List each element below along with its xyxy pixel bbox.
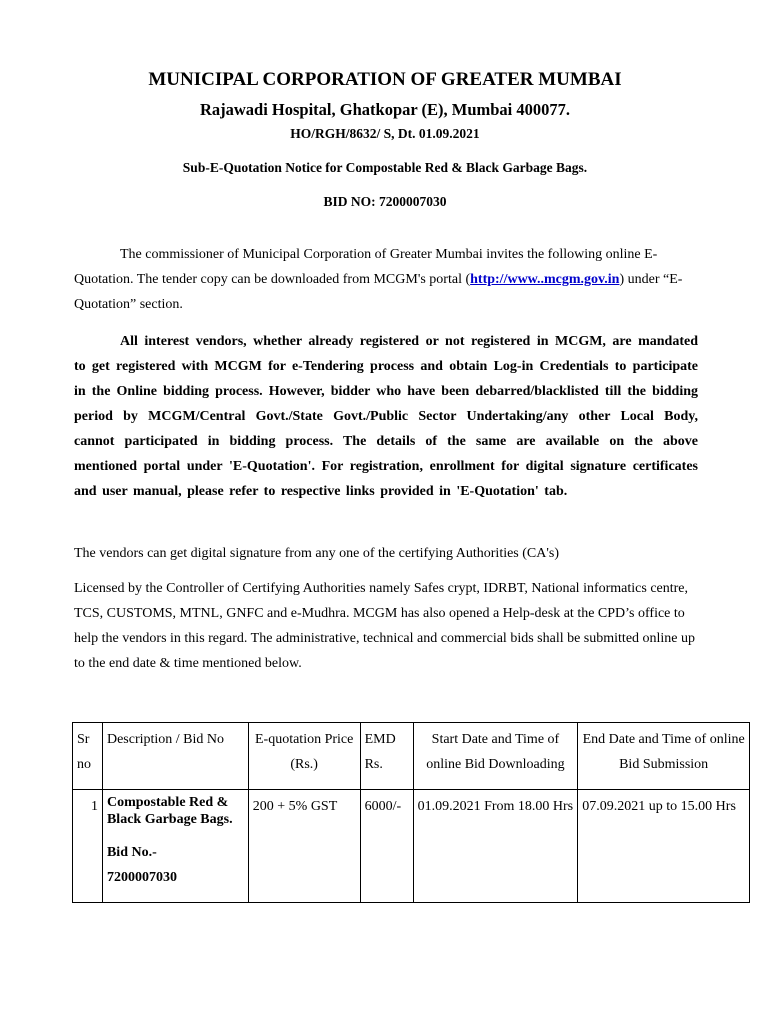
certifying-authorities-paragraph: Licensed by the Controller of Certifying Authorities namely Safes crypt, IDRBT, National informatics centre, TCS, CUSTOMS, MTNL, GNFC and e-Mudhra. MCGM has also opened a Help-desk at the CPD’s office to help the vendors in this regard. The administrative, technical and commercial bids shall be submitted online up to the end date & time mentioned below. xyxy=(74,581,696,671)
bid-number: BID NO: 7200007030 xyxy=(323,194,447,209)
hospital-address: Rajawadi Hospital, Ghatkopar (E), Mumbai 400077. xyxy=(199,100,571,119)
bid-label: Bid No.- xyxy=(106,845,157,860)
table-header-row xyxy=(73,723,750,790)
cell-description xyxy=(102,790,248,903)
org-title: MUNICIPAL CORPORATION OF GREATER MUMBAI xyxy=(148,69,622,90)
vendor-registration-notice: All interest vendors, whether already registered or not registered in MCGM, are mandated to get registered with MCGM for e-Tendering process and obtain Log-in Credentials to participate in the Online bidding process. However, bidder who have been debarred/blacklisted till the bidding period by MCGM/Central Govt./State Govt./Public Sector Undertaking/any other Local Body, cannot participated in bidding process. The details of the same are available on the above mentioned portal under 'E-Quotation'. For registration, enrollment for digital signature certificates and user manual, please refer to respective links provided in 'E-Quotation' tab. xyxy=(74,334,698,499)
cell-emd: 6000/- xyxy=(360,790,413,903)
mcgm-portal-link[interactable]: http://www..mcgm.gov.in xyxy=(470,272,620,287)
header-end-date: End Date and Time of online Bid Submission xyxy=(578,723,750,790)
cell-end-date: 07.09.2021 up to 15.00 Hrs xyxy=(578,790,750,903)
cell-sr: 1 xyxy=(73,790,103,903)
intro-paragraph xyxy=(74,242,698,317)
notice-subject: Sub-E-Quotation Notice for Compostable Red & Black Garbage Bags. xyxy=(182,160,588,175)
table-row xyxy=(73,790,750,903)
intro-text: The commissioner of Municipal Corporation of Greater Mumbai invites the following online E-Quotation. The tender copy can be downloaded from MCGM's portal ( xyxy=(74,247,658,287)
digital-signature-line: The vendors can get digital signature from any one of the certifying Authorities (CA's) xyxy=(74,546,560,561)
bid-table xyxy=(72,722,750,903)
item-description: Compostable Red & Black Garbage Bags. xyxy=(106,795,233,827)
cell-price: 200 + 5% GST xyxy=(248,790,360,903)
bid-value: 7200007030 xyxy=(106,870,177,885)
intro-text-end: ) under “E-Quotation” section. xyxy=(74,272,683,312)
header-price: E-quotation Price (Rs.) xyxy=(248,723,360,790)
cell-start-date: 01.09.2021 From 18.00 Hrs xyxy=(413,790,578,903)
header-sr: Sr no xyxy=(73,723,103,790)
header-emd: EMD Rs. xyxy=(360,723,413,790)
reference-number: HO/RGH/8632/ S, Dt. 01.09.2021 xyxy=(290,126,480,141)
header-description: Description / Bid No xyxy=(102,723,248,790)
header-start-date: Start Date and Time of online Bid Downloading xyxy=(413,723,578,790)
